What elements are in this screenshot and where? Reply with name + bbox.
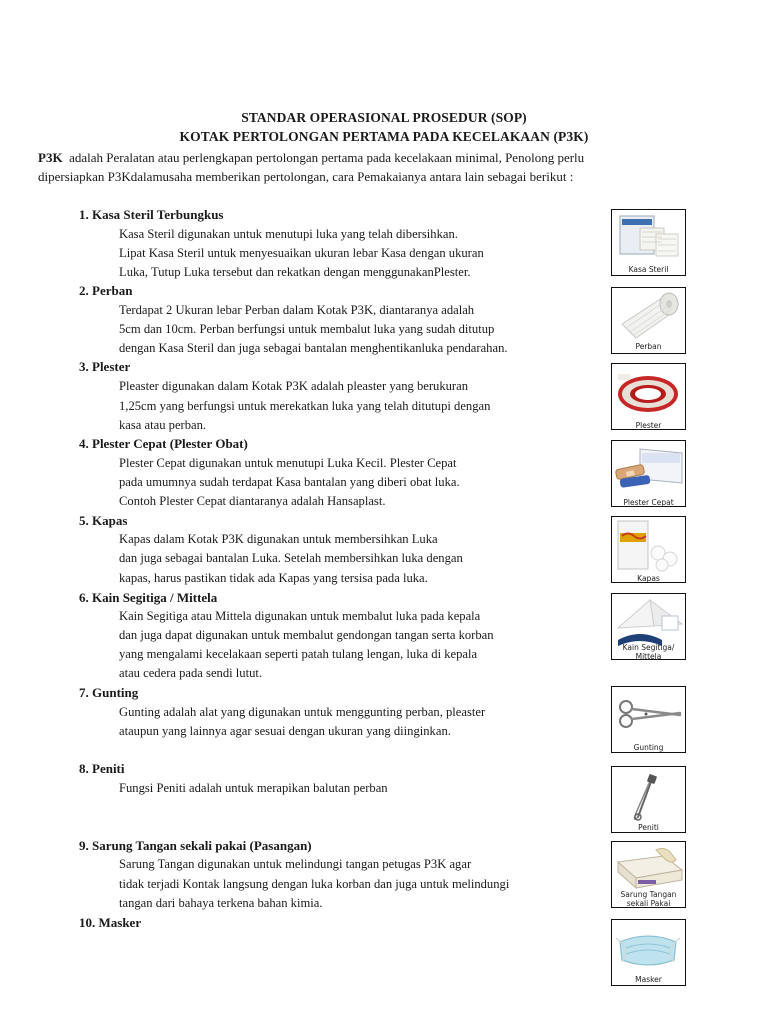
item-1-line-2: Lipat Kasa Steril untuk menyesuaikan ukuran lebar Kasa dengan ukuran	[119, 246, 484, 260]
item-heading-9: 9. Sarung Tangan sekali pakai (Pasangan)	[79, 838, 312, 853]
item-6-line-2: dan juga dapat digunakan untuk membalut gendongan tangan serta korban	[119, 628, 494, 642]
image-caption: Plester Cepat	[623, 498, 674, 507]
item-2-line-2: 5cm dan 10cm. Perban berfungsi untuk membalut luka yang sudah ditutup	[119, 322, 495, 336]
cotton-icon	[612, 517, 685, 582]
item-5-line-3: kapas, harus pastikan tidak ada Kapas yang tersisa pada luka.	[119, 571, 428, 585]
item-2-line-1: Terdapat 2 Ukuran lebar Perban dalam Kotak P3K, diantaranya adalah	[119, 303, 475, 317]
item-6-line-3: yang mengalami kecelakaan seperti patah tulang lengan, luka di kepala	[119, 647, 478, 661]
tape-roll-icon	[612, 364, 685, 429]
item-heading-10: 10. Masker	[79, 915, 142, 930]
item-7-line-1: Gunting adalah alat yang digunakan untuk menggunting perban, pleaster	[119, 705, 486, 719]
image-kain-segitiga	[611, 593, 686, 660]
image-peniti	[611, 766, 686, 833]
image-caption-line-2: sekali Pakai	[626, 899, 671, 908]
image-kapas	[611, 516, 686, 583]
image-caption: Gunting	[633, 743, 664, 752]
image-plester	[611, 363, 686, 430]
image-caption: Kain Segitiga/	[622, 643, 675, 652]
item-3-line-1: Pleaster digunakan dalam Kotak P3K adalah pleaster yang berukuran	[119, 379, 469, 393]
item-7-line-2: ataupun yang lainnya agar sesuai dengan ukuran yang diinginkan.	[119, 724, 451, 738]
image-masker	[611, 919, 686, 986]
item-9-line-3: tangan dari bahaya terkena bahan kimia.	[119, 896, 323, 910]
image-caption: Perban	[635, 342, 662, 351]
intro-line-1	[38, 148, 738, 167]
item-heading-7: 7. Gunting	[79, 685, 139, 700]
image-sarung-tangan	[611, 841, 686, 908]
image-caption: Peniti	[638, 823, 659, 832]
item-6-line-4: atau cedera pada sendi lutut.	[119, 666, 263, 680]
item-9-line-2: tidak terjadi Kontak langsung dengan luka korban dan juga untuk melindungi	[119, 877, 510, 891]
item-5-line-1: Kapas dalam Kotak P3K digunakan untuk membersihkan Luka	[119, 532, 438, 546]
image-caption: Sarung Tangan	[620, 890, 677, 899]
item-6-line-1: Kain Segitiga atau Mittela digunakan untuk membalut luka pada kepala	[119, 609, 481, 623]
image-caption: Plester	[635, 421, 662, 430]
item-2-line-3: dengan Kasa Steril dan juga sebagai bantalan menghentikanluka pendarahan.	[119, 341, 508, 355]
item-1-line-3: Luka, Tutup Luka tersebut dan rekatkan dengan menggunakanPlester.	[119, 265, 471, 279]
document-subtitle: KOTAK PERTOLONGAN PERTAMA PADA KECELAKAAN (P3K)	[179, 129, 589, 144]
item-heading-2: 2. Perban	[79, 283, 133, 298]
item-heading-6: 6. Kain Segitiga / Mittela	[79, 590, 218, 605]
image-perban	[611, 287, 686, 354]
item-3-line-2: 1,25cm yang berfungsi untuk merekatkan luka yang telah ditutupi dengan	[119, 399, 491, 413]
image-caption: Kasa Steril	[628, 265, 669, 274]
item-4-line-2: pada umumnya sudah terdapat Kasa bantalan yang diberi obat luka.	[119, 475, 460, 489]
item-heading-3: 3. Plester	[79, 359, 131, 374]
item-9-line-1: Sarung Tangan digunakan untuk melindungi tangan petugas P3K agar	[119, 857, 472, 871]
item-4-line-1: Plester Cepat digunakan untuk menutupi Luka Kecil. Plester Cepat	[119, 456, 457, 470]
image-caption: Kapas	[637, 574, 660, 583]
image-caption-line-2: Mittela	[635, 652, 662, 660]
item-heading-1: 1. Kasa Steril Terbungkus	[79, 207, 224, 222]
item-1-line-1: Kasa Steril digunakan untuk menutupi luka yang telah dibersihkan.	[119, 227, 458, 241]
intro-term: P3K	[38, 150, 63, 165]
image-gunting	[611, 686, 686, 753]
item-5-line-2: dan juga sebagai bantalan Luka. Setelah membersihkan luka dengan	[119, 551, 463, 565]
item-heading-8: 8. Peniti	[79, 761, 125, 776]
image-kasa-steril	[611, 209, 686, 276]
intro-line-2: dipersiapkan P3Kdalamusaha memberikan pertolongan, cara Pemakaianya antara lain sebagai berikut :	[38, 169, 574, 184]
intro-line-1-text: adalah Peralatan atau perlengkapan pertolongan pertama pada kecelakaan minimal, Penolong perlu	[62, 150, 585, 165]
quick-plaster-box-icon	[612, 441, 685, 506]
intro-paragraph	[38, 148, 738, 186]
document-title: STANDAR OPERASIONAL PROSEDUR (SOP)	[241, 110, 527, 125]
item-3-line-3: kasa atau perban.	[119, 418, 207, 432]
item-8-line-1: Fungsi Peniti adalah untuk merapikan balutan perban	[119, 781, 388, 795]
item-heading-5: 5. Kapas	[79, 513, 128, 528]
item-4-line-3: Contoh Plester Cepat diantaranya adalah Hansaplast.	[119, 494, 386, 508]
image-caption: Masker	[635, 975, 662, 984]
item-heading-4: 4. Plester Cepat (Plester Obat)	[79, 436, 248, 451]
image-plester-cepat	[611, 440, 686, 507]
